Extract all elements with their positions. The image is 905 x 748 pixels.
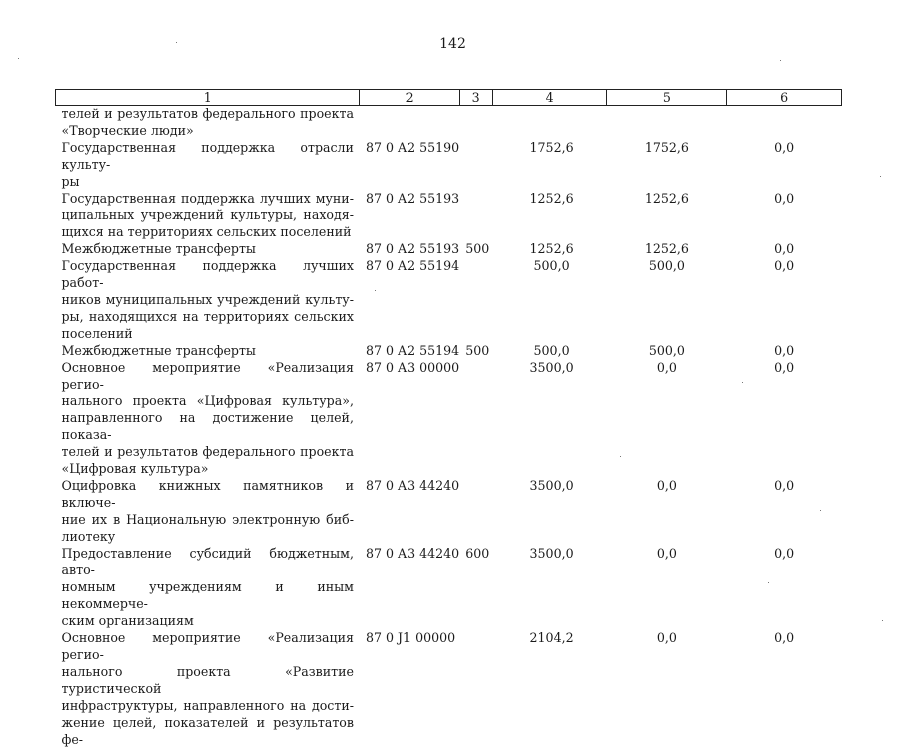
row-target-code <box>360 106 459 140</box>
row-name-line: «Цифровая культура» <box>62 461 354 478</box>
row-value-5: 0,0 <box>607 360 727 478</box>
row-name <box>56 343 360 360</box>
row-value-5 <box>607 106 727 140</box>
row-target-code: 87 0 A2 55194 <box>360 258 459 343</box>
row-name-line: Предоставление субсидий бюджетным, авто- <box>62 546 354 580</box>
row-target-code: 87 0 A2 55190 <box>360 140 459 191</box>
row-value-6: 0,0 <box>727 630 842 748</box>
table-row <box>56 343 842 360</box>
row-name-line: ским организациям <box>62 613 354 630</box>
row-expense-type <box>459 478 492 546</box>
page-number: 142 <box>0 36 905 52</box>
row-expense-type: 500 <box>459 343 492 360</box>
row-name-line: жение целей, показателей и результатов фе- <box>62 715 354 748</box>
row-value-4: 1752,6 <box>492 140 607 191</box>
row-name-line: Основное мероприятие «Реализация регио- <box>62 630 354 664</box>
row-value-5: 1252,6 <box>607 241 727 258</box>
table-row <box>56 546 842 631</box>
row-value-5: 0,0 <box>607 630 727 748</box>
row-value-4: 3500,0 <box>492 478 607 546</box>
row-name-line: нального проекта «Цифровая культура», <box>62 393 354 410</box>
row-name-line: ципальных учреждений культуры, находя- <box>62 207 354 224</box>
row-value-5: 0,0 <box>607 546 727 631</box>
row-name <box>56 191 360 242</box>
row-expense-type <box>459 191 492 242</box>
row-name-line: Межбюджетные трансферты <box>62 343 354 360</box>
row-name <box>56 258 360 343</box>
row-name-line: Государственная поддержка лучших работ- <box>62 258 354 292</box>
row-value-4: 1252,6 <box>492 241 607 258</box>
row-value-6: 0,0 <box>727 343 842 360</box>
row-name-line: ры, находящихся на территориях сельских <box>62 309 354 326</box>
row-value-6: 0,0 <box>727 191 842 242</box>
row-name <box>56 546 360 631</box>
row-value-4: 500,0 <box>492 258 607 343</box>
row-expense-type: 600 <box>459 546 492 631</box>
row-name-line: направленного на достижение целей, показа- <box>62 410 354 444</box>
row-value-6: 0,0 <box>727 140 842 191</box>
row-target-code: 87 0 A3 44240 <box>360 478 459 546</box>
row-value-4 <box>492 106 607 140</box>
row-expense-type: 500 <box>459 241 492 258</box>
scan-speck <box>742 382 743 383</box>
row-name-line: нального проекта «Развитие туристической <box>62 664 354 698</box>
table-row <box>56 258 842 343</box>
row-value-6: 0,0 <box>727 241 842 258</box>
row-name-line: Основное мероприятие «Реализация регио- <box>62 360 354 394</box>
row-value-5: 1752,6 <box>607 140 727 191</box>
row-name-line: лиотеку <box>62 529 354 546</box>
row-name-line: ры <box>62 174 354 191</box>
row-name-line: Межбюджетные трансферты <box>62 241 354 258</box>
row-target-code: 87 0 A3 00000 <box>360 360 459 478</box>
row-target-code: 87 0 A2 55193 <box>360 191 459 242</box>
row-value-5: 0,0 <box>607 478 727 546</box>
scan-speck <box>820 510 821 511</box>
row-target-code: 87 0 A3 44240 <box>360 546 459 631</box>
row-value-5: 500,0 <box>607 258 727 343</box>
scan-speck <box>620 456 621 457</box>
row-value-6: 0,0 <box>727 478 842 546</box>
column-header-2: 2 <box>360 90 459 106</box>
table-row <box>56 106 842 140</box>
row-value-4: 3500,0 <box>492 546 607 631</box>
row-value-4: 500,0 <box>492 343 607 360</box>
row-name-line: телей и результатов федерального проекта <box>62 106 354 123</box>
row-expense-type <box>459 106 492 140</box>
scan-speck <box>18 58 19 59</box>
row-target-code: 87 0 A2 55193 <box>360 241 459 258</box>
table-body <box>56 106 842 748</box>
row-name-line: Государственная поддержка лучших муни- <box>62 191 354 208</box>
row-value-5: 500,0 <box>607 343 727 360</box>
row-name-line: ние их в Национальную электронную биб- <box>62 512 354 529</box>
row-value-5: 1252,6 <box>607 191 727 242</box>
table-row <box>56 191 842 242</box>
table-row <box>56 241 842 258</box>
table-row <box>56 630 842 748</box>
row-value-6: 0,0 <box>727 546 842 631</box>
row-expense-type <box>459 630 492 748</box>
row-name-line: Государственная поддержка отрасли культу- <box>62 140 354 174</box>
column-header-5: 5 <box>607 90 727 106</box>
row-expense-type <box>459 140 492 191</box>
column-header-4: 4 <box>492 90 607 106</box>
row-target-code: 87 0 A2 55194 <box>360 343 459 360</box>
row-value-6: 0,0 <box>727 258 842 343</box>
scan-speck <box>375 290 376 291</box>
table-row <box>56 478 842 546</box>
scan-speck <box>880 176 881 177</box>
row-name-line: Оцифровка книжных памятников и включе- <box>62 478 354 512</box>
row-name-line: телей и результатов федерального проекта <box>62 444 354 461</box>
row-target-code: 87 0 J1 00000 <box>360 630 459 748</box>
column-header-1: 1 <box>56 90 360 106</box>
row-value-4: 3500,0 <box>492 360 607 478</box>
row-name-line: ников муниципальных учреждений культу- <box>62 292 354 309</box>
column-header-3: 3 <box>459 90 492 106</box>
budget-table <box>55 89 842 748</box>
scan-speck <box>882 620 883 621</box>
scan-speck <box>768 582 769 583</box>
row-value-4: 1252,6 <box>492 191 607 242</box>
row-value-6: 0,0 <box>727 360 842 478</box>
table-header-row <box>56 90 842 106</box>
scan-speck <box>176 42 177 43</box>
row-name-line: щихся на территориях сельских поселений <box>62 224 354 241</box>
row-name <box>56 478 360 546</box>
row-value-6 <box>727 106 842 140</box>
row-expense-type <box>459 258 492 343</box>
row-name-line: «Творческие люди» <box>62 123 354 140</box>
row-name-line: номным учреждениям и иным некоммерче- <box>62 579 354 613</box>
row-expense-type <box>459 360 492 478</box>
row-value-4: 2104,2 <box>492 630 607 748</box>
column-header-6: 6 <box>727 90 842 106</box>
row-name <box>56 106 360 140</box>
table-row <box>56 360 842 478</box>
row-name <box>56 241 360 258</box>
table-row <box>56 140 842 191</box>
row-name <box>56 630 360 748</box>
row-name <box>56 140 360 191</box>
row-name-line: поселений <box>62 326 354 343</box>
row-name <box>56 360 360 478</box>
row-name-line: инфраструктуры, направленного на дости- <box>62 698 354 715</box>
scan-speck <box>780 60 781 61</box>
